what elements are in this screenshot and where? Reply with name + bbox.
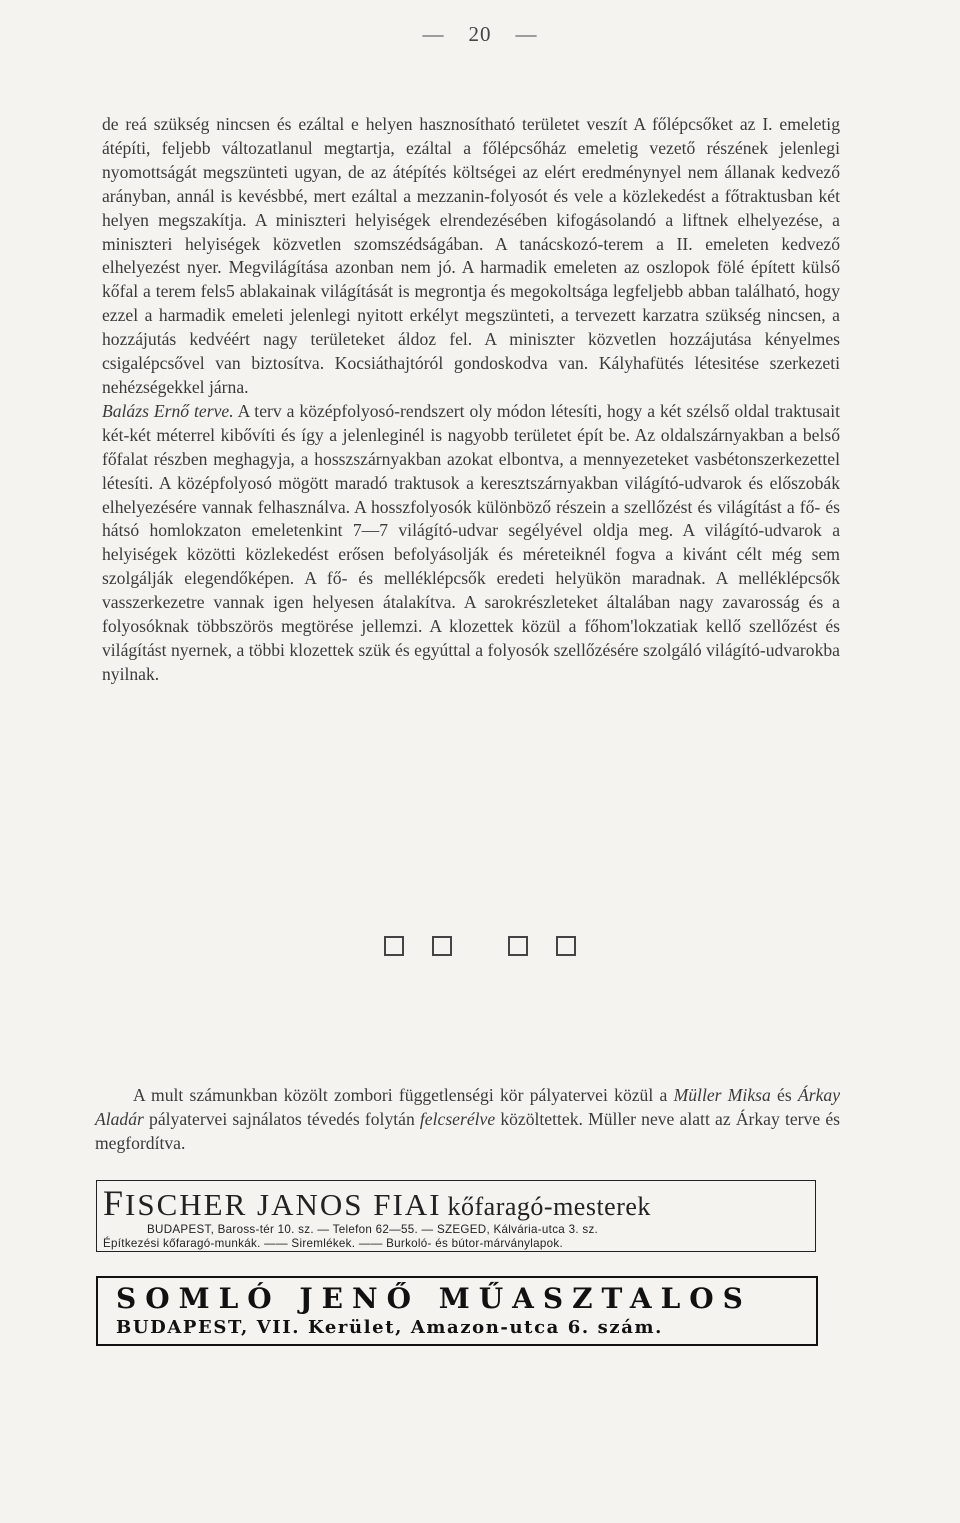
page-number: [0, 22, 960, 47]
body-text: [102, 113, 840, 687]
square-ornament-icon: [556, 936, 576, 956]
ad-somlo-name: SOMLÓ JENŐ MŰASZTALOS: [116, 1282, 752, 1315]
paragraph-1: de reá szükség nincsen és ezáltal e helyen hasznosítható területet veszít A főlépcsőket az I. emeletig átépíti, feljebb változatlanul megtartja, ezáltal a főlépcsőház emeletig vezető részének jelenlegi nyomottságát megszünteti ugyan, de az átépítés költségei az elért eredménynyel nem állanak kedvező arányban, annál is kevésbbé, mert ezáltal a mezzanin-folyosót és vele a közlekedést a főtraktusban két helyen megszakítja. A miniszteri helyiségek elrendezésében kifogásolandó a liftnek elhelyezése, a miniszteri helyiségek közvetlen szomszédságában. A tanácskozó-terem a II. emeleten kedvező elhelyezést nyer. Megvilágítása azonban nem jó. A harmadik emeleten az oszlopok fölé épített külső kőfal a terem fels5 ablakainak világítását is megrontja és megokoltsága legfeljebb abban található, hogy ezzel a harmadik emeleti jelenlegi nyitott erkélyt megszünteti, a tervezett karzatra szükség nincsen, a hozzájutás kedvéért nagy területeket áldoz fel. A miniszter közvetlen hozzájutása kényelmes csigalépcsővel van biztosítva. Kocsiáthajtóról gondoskodva van. Kályhafütés létesitése szerkezeti nehézségekkel járna.: [102, 114, 840, 397]
correction-note-text: [95, 1083, 840, 1155]
advertisement-somlo: [96, 1276, 818, 1346]
square-ornament-icon: [432, 936, 452, 956]
ad-fischer-name: [103, 1183, 815, 1223]
note-text-2: és: [770, 1085, 798, 1105]
page-number-dash-left: —: [422, 22, 445, 46]
note-text-1: A mult számunkban közölt zombori függetlenségi kör pályatervei közül a: [133, 1085, 674, 1105]
note-text-3: pályatervei sajnálatos tévedés folytán: [143, 1109, 420, 1129]
ad-fischer-trade: kőfaragó-mesterek: [447, 1192, 651, 1221]
paragraph-2-text: A terv a középfolyosó-rendszert oly módon létesíti, hogy a két szélső oldal traktusait két-két méterrel kibővíti és így a jelenleginél is nagyobb területet épít be. Az oldalszárnyakban a belső főfalat részben meghagyja, a hosszszárnyakban azokat elbontva, a mennyezeteket vasbétonszerkezettel létesíti. A középfolyosó mögött maradó traktusok a keresztszárnyakban világító-udvarok és előszobák elhelyezésére vannak felhasználva. A hosszfolyosók különböző részein a szellőzést és világítást a fő- és hátsó homlokzaton emeletenkint 7—7 világító-udvar segélyével oldja meg. A világító-udvarok a helyiségek közötti közlekedést erősen befolyásolják és méreteiknél fogva a kivánt célt még sem szolgálják elegendőképen. A fő- és melléklépcsők eredeti helyükön maradnak. A melléklépcsők vasszerkezetre vannak igen helyesen átalakítva. A sarokrészleteket általában nagy zavarosság és a folyosóknak többszörös megtörése jellemzi. A klozettek közül a főhom'lokzatiak kellő szellőzést és világítást nyernek, a többi klozettek szük és egyúttal a folyosók szellőzésére szolgáló világító-udvarokba nyilnak.: [102, 400, 840, 684]
ad-somlo-address: BUDAPEST, VII. Kerület, Amazon-utca 6. szám.: [116, 1317, 663, 1338]
note-name-2: Árkay Aladár: [95, 1085, 841, 1129]
advertisement-fischer: [96, 1180, 816, 1252]
square-ornament-icon: [384, 936, 404, 956]
square-ornament-icon: [508, 936, 528, 956]
paragraph-2-title: Balázs Ernő terve.: [102, 400, 234, 421]
ad-fischer-address: BUDAPEST, Baross-tér 10. sz. — Telefon 62—55. — SZEGED, Kálvária-utca 3. sz.: [147, 1223, 599, 1236]
note-text-4: közöltettek. Müller neve alatt az Árkay terve és megfordítva.: [95, 1109, 840, 1153]
ad-fischer-services: Építkezési kőfaragó-munkák. —— Siremlékek. —— Burkoló- és bútor-márványlapok.: [103, 1237, 563, 1250]
correction-note: [95, 1083, 840, 1155]
note-emphasis: felcserélve: [419, 1109, 496, 1129]
note-name-1: Müller Miksa: [673, 1085, 771, 1105]
ad-fischer-name-rest: ISCHER JANOS FIAI: [125, 1187, 442, 1222]
page-number-value: 20: [468, 22, 492, 46]
ad-fischer-initial: F: [103, 1183, 126, 1223]
page-number-dash-right: —: [515, 22, 538, 46]
section-ornament: [0, 936, 960, 958]
paragraph-2: [102, 400, 840, 687]
